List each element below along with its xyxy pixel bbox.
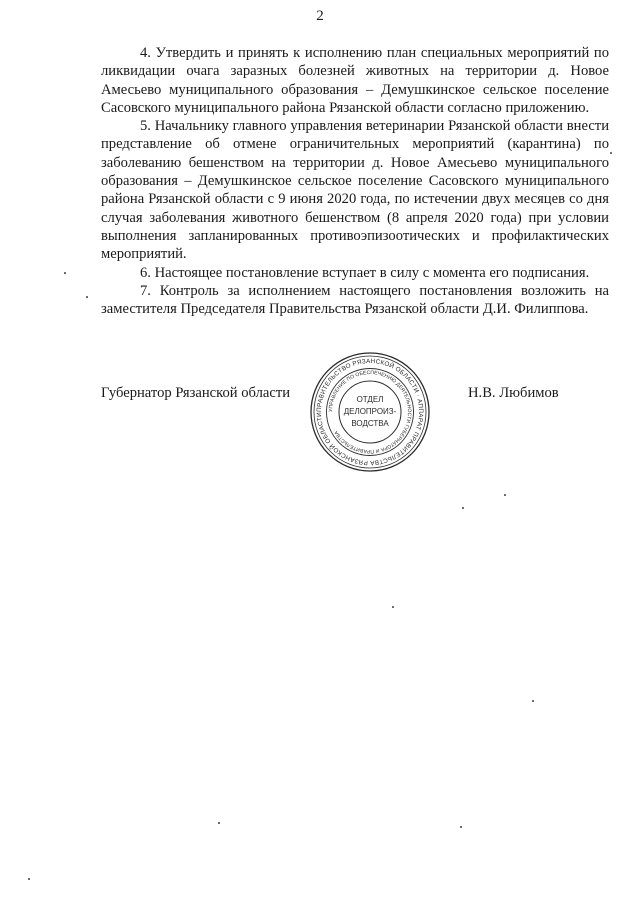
scan-speck [610,152,612,154]
seal-graphic [308,350,432,474]
scan-speck [392,606,394,608]
official-seal-stamp [308,350,432,474]
seal-center-line-1: ОТДЕЛ [356,395,384,404]
scan-speck [64,272,66,274]
paragraph-5: 5. Начальнику главного управления ветеринарии Рязанской области внести представление об отмене ограничительных мероприятий (карантина) по заболеванию бешенством на территории д. Новое Амесьево муниципального образования – Демушкинское сельское поселение Сасовского муниципального района Рязанской области с 9 июня 2020 года, по истечении двух месяцев со дня случая заболевания животного бешенством (8 апреля 2020 года) при условии выполнения запланированных противоэпизоотических и профилактических мероприятий. [101,118,609,263]
page-number: 2 [316,8,324,24]
scan-speck [460,826,462,828]
signer-name: Н.В. Любимов [468,385,559,401]
seal-center-line-3: ВОДСТВА [351,419,389,428]
scan-speck [218,822,220,824]
scan-speck [504,494,506,496]
scan-speck [86,296,88,298]
paragraph-7: 7. Контроль за исполнением настоящего постановления возложить на заместителя Председателя Правительства Рязанской области Д.И. Филиппова. [101,282,609,318]
scan-speck [462,507,464,509]
scan-speck [28,878,30,880]
document-body [101,44,609,318]
paragraph-4: 4. Утвердить и принять к исполнению план специальных мероприятий по ликвидации очага заразных болезней животных на территории д. Новое Амесьево муниципального образования – Демушкинское сельское поселение Сасовского муниципального района Рязанской области согласно приложению. [101,45,609,116]
seal-center-line-2: ДЕЛОПРОИЗ- [343,407,397,416]
scan-speck [532,700,534,702]
seal-inner-text: УПРАВЛЕНИЕ ПО ОБЕСПЕЧЕНИЮ ДЕЯТЕЛЬНОСТИ ГУБЕРНАТОРА И ПРАВИТЕЛЬСТВА · [327,369,413,455]
paragraph-6: 6. Настоящее постановление вступает в силу с момента его подписания. [140,264,590,281]
seal-outer-text: ПРАВИТЕЛЬСТВО РЯЗАНСКОЙ ОБЛАСТИ · АППАРАТ ПРАВИТЕЛЬСТВА РЯЗАНСКОЙ ОБЛАСТИ [315,357,425,467]
signer-title: Губернатор Рязанской области [101,385,291,401]
